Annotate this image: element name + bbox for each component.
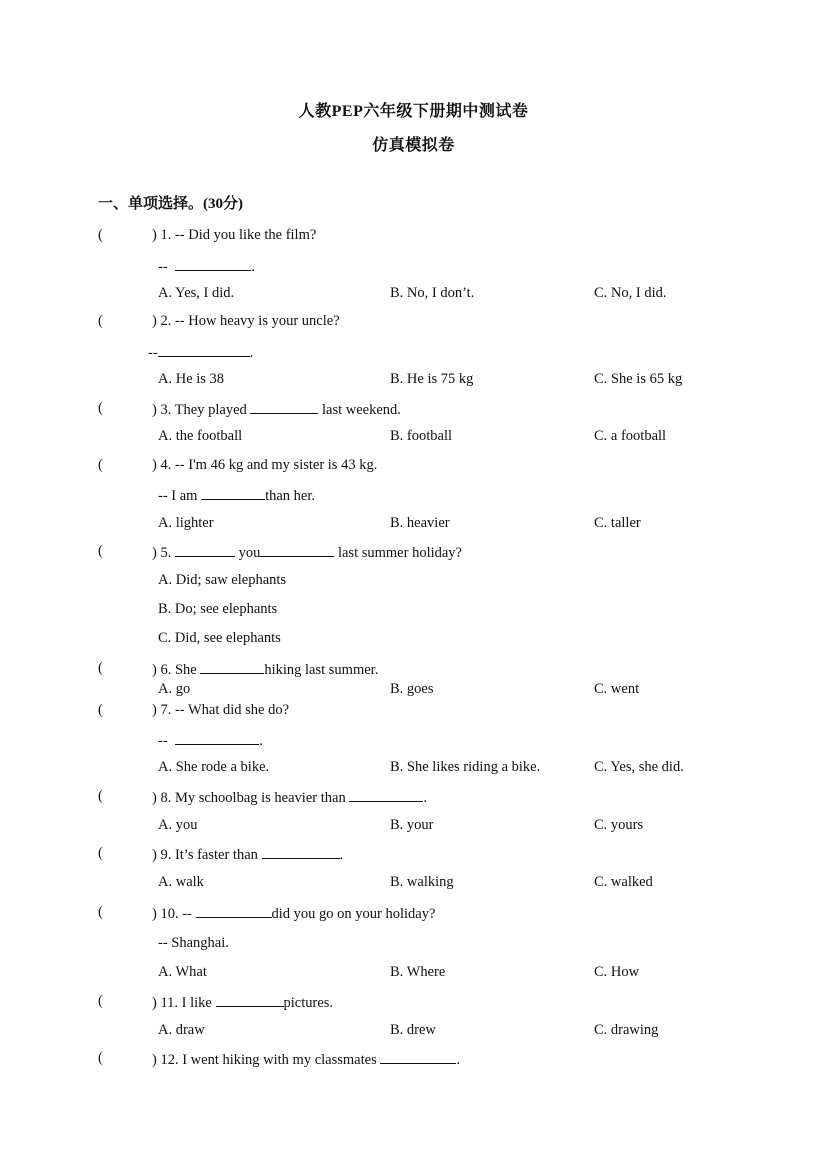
option-c: C. No, I did. xyxy=(594,285,667,301)
option-c: C. taller xyxy=(594,515,641,531)
option-b: B. walking xyxy=(390,874,454,890)
answer-paren: ( xyxy=(98,400,103,416)
option-b: B. She likes riding a bike. xyxy=(390,759,541,775)
option-b: B. He is 75 kg xyxy=(390,371,474,387)
option-a: A. What xyxy=(158,964,207,980)
question-stem: ) 12. I went hiking with my classmates . xyxy=(152,1049,460,1069)
answer-prefix: -- xyxy=(158,733,172,749)
answer-blank[interactable] xyxy=(260,542,334,557)
answer-blank[interactable] xyxy=(262,844,340,859)
answer-blank[interactable] xyxy=(175,730,259,745)
option-a: A. the football xyxy=(158,428,243,444)
question-stem: ) 3. They played last weekend. xyxy=(152,399,401,419)
answer-blank[interactable] xyxy=(380,1049,456,1064)
option-b: B. your xyxy=(390,817,434,833)
period: . xyxy=(249,345,254,361)
option-b: B. drew xyxy=(390,1022,436,1038)
option-c: C. yours xyxy=(594,817,644,833)
option-c: C. She is 65 kg xyxy=(594,371,683,387)
section-heading: 一、单项选择。(30分) xyxy=(98,196,243,212)
option-c: C. Yes, she did. xyxy=(594,759,684,775)
question-stem: ) 1. -- Did you like the film? xyxy=(152,227,317,243)
answer-line xyxy=(158,256,255,276)
option-c: C. went xyxy=(594,681,640,697)
answer-blank[interactable] xyxy=(175,542,235,557)
question-stem: ) 6. She hiking last summer. xyxy=(152,659,378,679)
answer-blank[interactable] xyxy=(200,659,264,674)
answer-paren: ( xyxy=(98,457,103,473)
option-a: A. She rode a bike. xyxy=(158,759,270,775)
option-b: B. goes xyxy=(390,681,434,697)
question-stem: ) 9. It’s faster than . xyxy=(152,844,343,864)
option-a: A. Yes, I did. xyxy=(158,285,235,301)
answer-blank[interactable] xyxy=(175,256,251,271)
option-a: A. walk xyxy=(158,874,204,890)
answer-paren: ( xyxy=(98,227,103,243)
option-a: A. lighter xyxy=(158,515,214,531)
option-a: A. Did; saw elephants xyxy=(158,572,287,588)
question-stem: ) 2. -- How heavy is your uncle? xyxy=(152,313,340,329)
question-stem: ) 11. I like pictures. xyxy=(152,992,333,1012)
answer-prefix: -- xyxy=(148,345,158,361)
answer-line xyxy=(158,730,263,750)
option-b: B. Do; see elephants xyxy=(158,601,278,617)
option-b: B. heavier xyxy=(390,515,450,531)
answer-line xyxy=(148,342,253,362)
answer-paren: ( xyxy=(98,543,103,559)
answer-paren: ( xyxy=(98,313,103,329)
option-c: C. Did, see elephants xyxy=(158,630,281,646)
answer-blank[interactable] xyxy=(349,787,423,802)
answer-paren: ( xyxy=(98,788,103,804)
option-c: C. drawing xyxy=(594,1022,659,1038)
period: . xyxy=(259,733,263,749)
question-stem: ) 7. -- What did she do? xyxy=(152,702,290,718)
answer-blank[interactable] xyxy=(196,903,272,918)
answer-paren: ( xyxy=(98,702,103,718)
option-c: C. walked xyxy=(594,874,653,890)
answer-line: -- Shanghai. xyxy=(158,935,229,951)
option-b: B. football xyxy=(390,428,453,444)
option-a: A. you xyxy=(158,817,198,833)
answer-paren: ( xyxy=(98,1050,103,1066)
option-a: A. go xyxy=(158,681,191,697)
page-title: 人教PEP六年级下册期中测试卷 xyxy=(298,103,529,120)
question-stem: ) 5. you last summer holiday? xyxy=(152,542,462,562)
question-stem: ) 10. -- did you go on your holiday? xyxy=(152,903,435,923)
option-a: A. draw xyxy=(158,1022,205,1038)
answer-blank[interactable] xyxy=(216,992,284,1007)
answer-paren: ( xyxy=(98,904,103,920)
option-c: C. How xyxy=(594,964,640,980)
period: . xyxy=(251,259,255,275)
question-stem: ) 4. -- I'm 46 kg and my sister is 43 kg. xyxy=(152,457,378,473)
option-c: C. a football xyxy=(594,428,667,444)
answer-blank[interactable] xyxy=(158,342,250,357)
option-b: B. No, I don’t. xyxy=(390,285,475,301)
answer-paren: ( xyxy=(98,845,103,861)
answer-paren: ( xyxy=(98,993,103,1009)
answer-paren: ( xyxy=(98,660,103,676)
page-subtitle: 仿真模拟卷 xyxy=(372,137,455,154)
answer-blank[interactable] xyxy=(250,399,318,414)
answer-blank[interactable] xyxy=(201,485,265,500)
option-b: B. Where xyxy=(390,964,446,980)
question-stem: ) 8. My schoolbag is heavier than . xyxy=(152,787,427,807)
option-a: A. He is 38 xyxy=(158,371,225,387)
answer-line: -- I am than her. xyxy=(158,485,315,505)
answer-prefix: -- xyxy=(158,259,172,275)
